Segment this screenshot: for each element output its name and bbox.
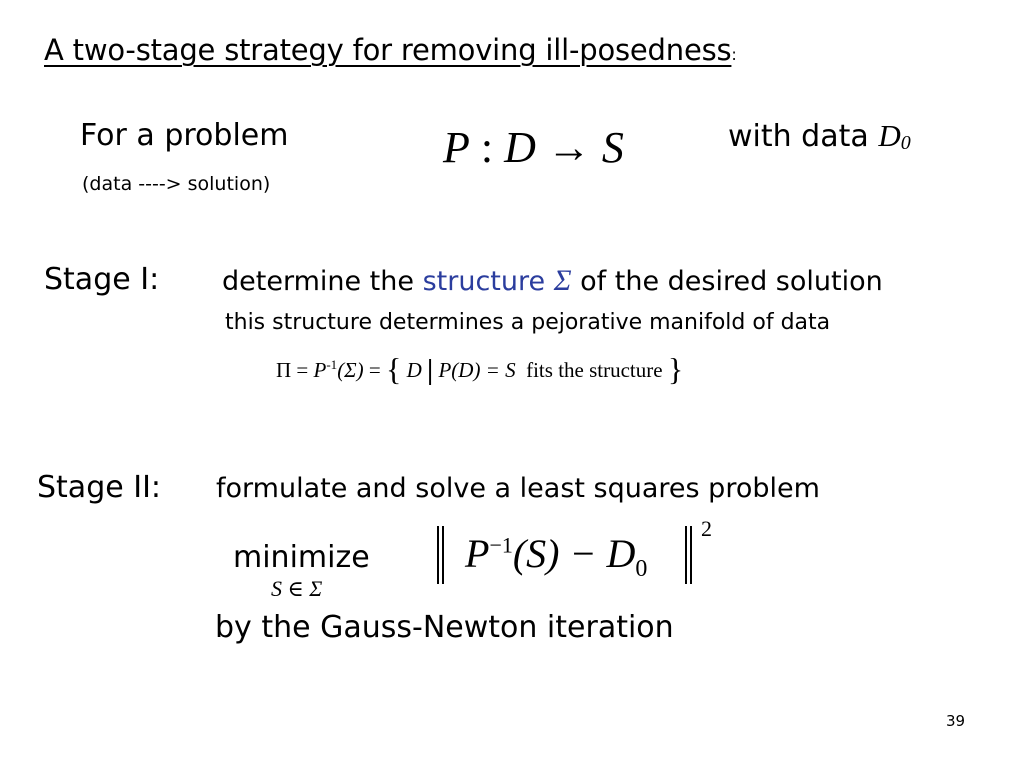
- minimize-constraint: S ∈ Σ: [271, 576, 323, 601]
- for-problem-text: For a problem: [80, 118, 289, 153]
- problem-map-formula: P : D → S: [443, 123, 624, 172]
- minimize-label: minimize: [233, 540, 370, 575]
- left-norm-bars: [437, 526, 444, 584]
- page-number: 39: [946, 712, 966, 730]
- title-colon: :: [731, 45, 737, 64]
- stage1-description: determine the structure Σ of the desired solution: [222, 264, 883, 297]
- slide-title: A two-stage strategy for removing ill-posedness:: [44, 33, 737, 67]
- sigma-symbol: Σ: [553, 264, 572, 297]
- gauss-newton-text: by the Gauss-Newton iteration: [215, 610, 674, 645]
- norm-squared-exponent: 2: [701, 516, 712, 541]
- norm-expression: $P^{-1}(S) - D_0$: [465, 531, 648, 582]
- stage2-description: formulate and solve a least squares problem: [216, 473, 820, 504]
- with-data-text: with data $D_0$: [728, 118, 911, 154]
- stage1-subtext: this structure determines a pejorative manifold of data: [225, 310, 831, 335]
- left-brace: {: [386, 351, 402, 387]
- stage1-label: Stage I:: [44, 262, 160, 297]
- structure-word: structure: [422, 266, 546, 297]
- data-solution-note: (data ----> solution): [82, 173, 271, 195]
- pejorative-manifold-formula: $\Pi = P^{-1}(\Sigma)$ = { D | P(D) = S fits the structure }: [276, 351, 684, 387]
- right-norm-bars: [685, 526, 692, 584]
- right-brace: }: [667, 351, 684, 387]
- stage2-label: Stage II:: [37, 470, 162, 505]
- such-that-bar: |: [427, 355, 434, 386]
- d0-symbol: $D_0$: [878, 118, 911, 154]
